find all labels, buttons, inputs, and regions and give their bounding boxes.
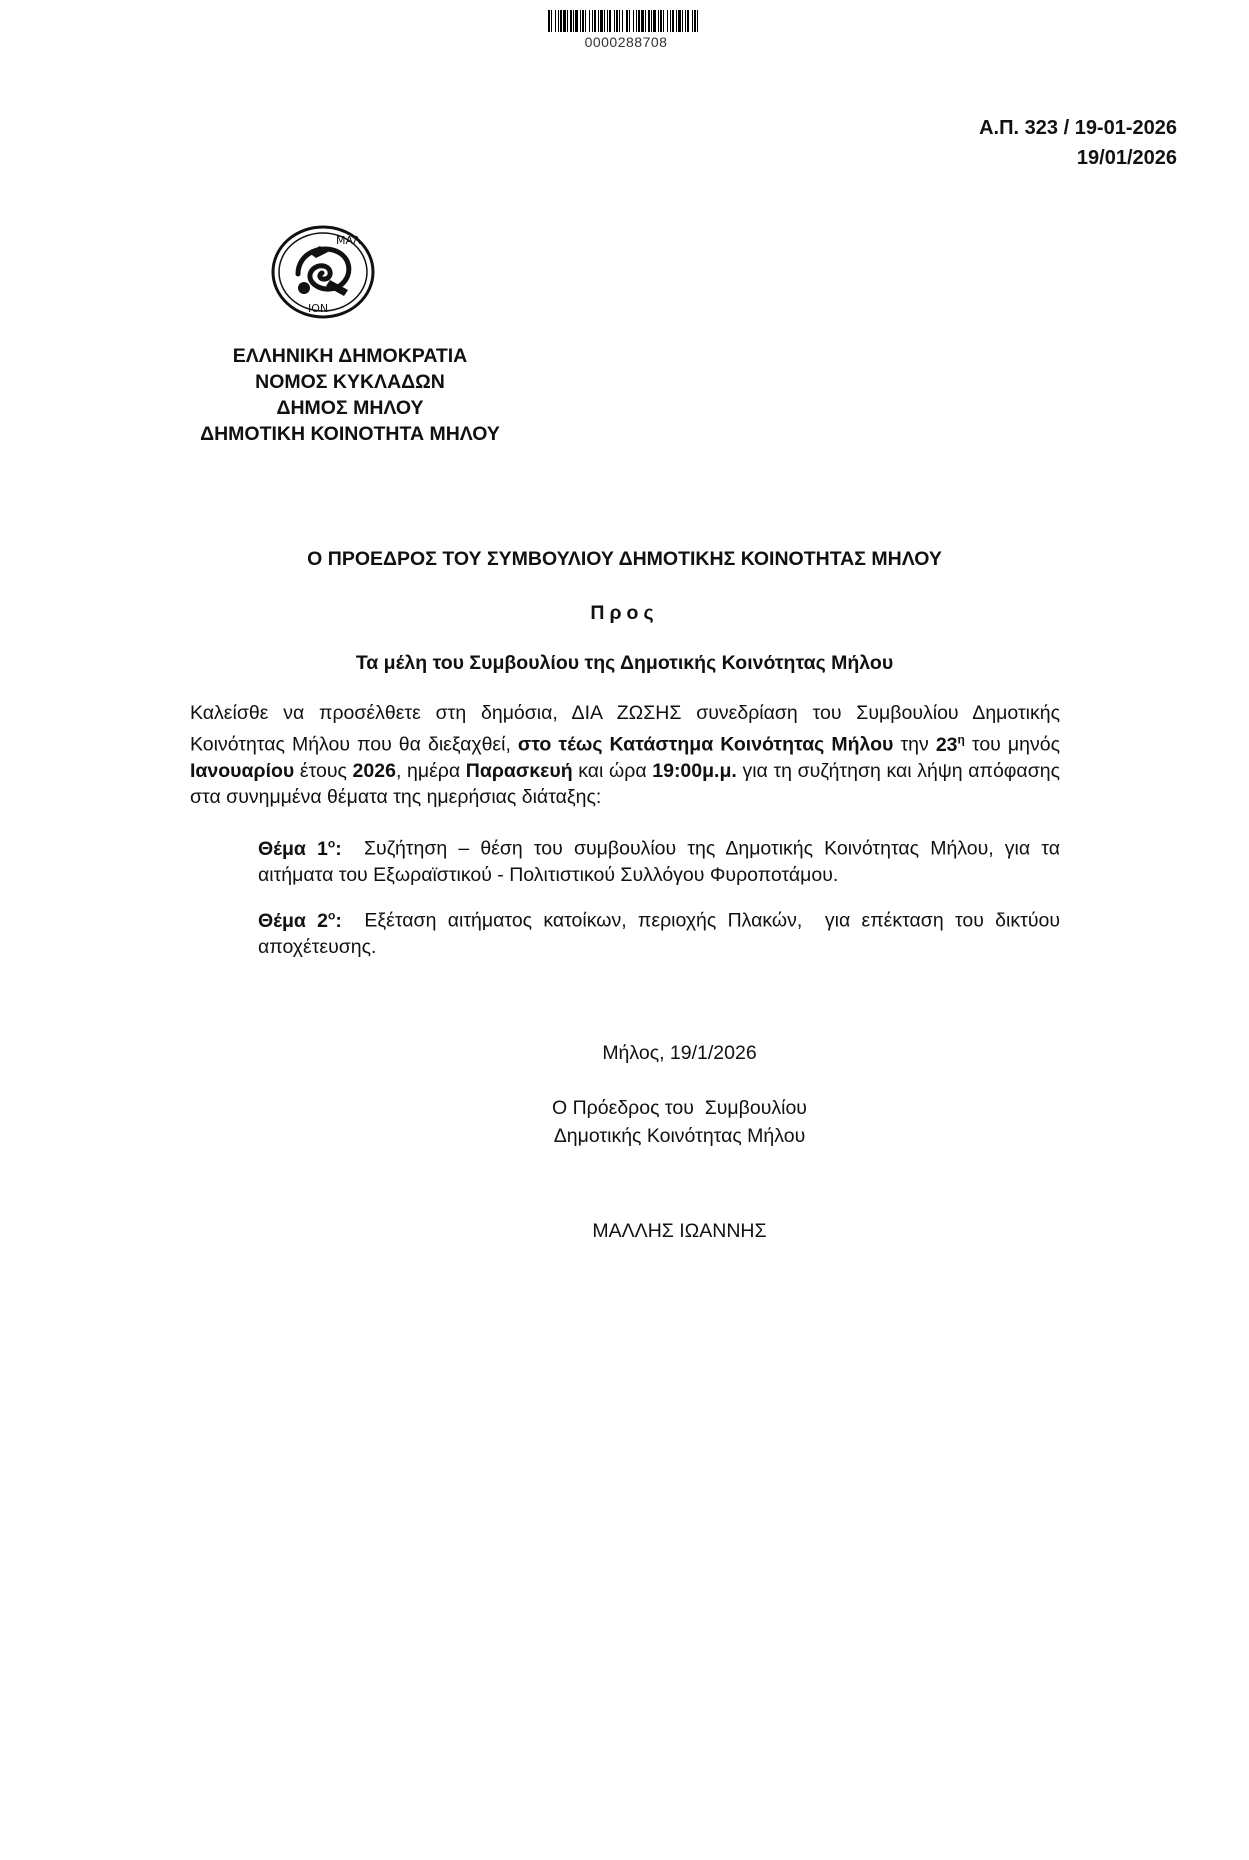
protocol-number: Α.Π. 323 / 19-01-2026 <box>979 117 1177 139</box>
seal-inscription-top: ΜΑΛ <box>336 234 361 247</box>
barcode-bar <box>697 10 698 32</box>
signer-role <box>0 1094 1249 1150</box>
document-date: 19/01/2026 <box>1076 147 1177 169</box>
header-line-municipality: ΔΗΜΟΣ ΜΗΛΟΥ <box>276 397 424 419</box>
agenda-item-label: Θέμα $1^o$: <box>258 836 342 860</box>
agenda-item <box>258 902 1066 960</box>
header-line-community: ΔΗΜΟΤΙΚΗ ΚΟΙΝΟΤΗΤΑ ΜΗΛΟΥ <box>200 423 500 445</box>
invitation-text-4: έτους <box>294 759 353 782</box>
to-label: Προς <box>590 602 659 624</box>
recipients-line: Τα μέλη του Συμβουλίου της Δημοτικής Κοινότητας Μήλου <box>355 652 894 674</box>
issuer-header <box>170 343 530 447</box>
agenda-item-text: Εξέταση αιτήματος κατοίκων, περιοχής Πλακών, για επέκταση του δικτύου αποχέτευσης. <box>258 909 1066 958</box>
signer-name: ΜΑΛΛΗΣ ΙΩΑΝΝΗΣ <box>592 1220 767 1242</box>
invitation-text-6: και ώρα <box>572 759 653 782</box>
place-date: Μήλος, 19/1/2026 <box>602 1042 757 1064</box>
barcode <box>548 10 704 32</box>
meeting-weekday: Παρασκευή <box>465 759 573 782</box>
header-line-republic: ΕΛΛΗΝΙΚΗ ΔΗΜΟΚΡΑΤΙΑ <box>232 345 468 367</box>
signer-role-line-1: Ο Πρόεδρος του Συμβουλίου <box>552 1097 807 1119</box>
invitation-text-5: , ημέρα <box>395 759 466 782</box>
header-line-prefecture: ΝΟΜΟΣ ΚΥΚΛΑΔΩΝ <box>255 371 445 393</box>
agenda-item-label: Θέμα $2^o$: <box>258 908 342 932</box>
reference-block <box>979 113 1177 173</box>
barcode-number: 0000288708 <box>584 34 668 50</box>
seal-inscription-bottom: ΙΟΝ <box>308 302 329 315</box>
invitation-paragraph <box>190 700 1060 810</box>
invitation-text-7: για τη συζήτηση και λήψη απόφασης στα συνημμένα θέματα της ημερήσιας διάταξης: <box>190 759 1060 808</box>
signer-role-line-2: Δημοτικής Κοινότητας Μήλου <box>553 1125 806 1147</box>
document-title: Ο ΠΡΟΕΔΡΟΣ ΤΟΥ ΣΥΜΒΟΥΛΙΟΥ ΔΗΜΟΤΙΚΗΣ ΚΟΙΝΟΤΗΤΑΣ ΜΗΛΟΥ <box>307 548 942 570</box>
meeting-location: στο τέως Κατάστημα Κοινότητας Μήλου <box>517 733 894 756</box>
meeting-month: Ιανουαρίου <box>190 759 295 782</box>
agenda-item-text: Συζήτηση – θέση του συμβουλίου της Δημοτικής Κοινότητας Μήλου, για τα αιτήματα του Εξωραϊστικού - Πολιτιστικού Συλλόγου Φυροποτάμου. <box>258 837 1066 886</box>
municipal-seal-icon <box>268 222 378 322</box>
invitation-text-3: του μηνός <box>964 733 1060 756</box>
meeting-time: 19:00μ.μ. <box>652 759 737 782</box>
meeting-day: $23^\eta$ <box>935 732 965 756</box>
agenda-item <box>258 830 1066 888</box>
invitation-text-1: Καλείσθε να προσέλθετε στη δημόσια, ΔΙΑ ΖΩΣΗΣ συνεδρίαση του Συμβουλίου Δημοτικής Κοινότητας Μήλου που θα διεξαχθεί, <box>190 702 1060 756</box>
invitation-text-2: την <box>893 733 936 756</box>
meeting-year: 2026 <box>352 759 396 782</box>
